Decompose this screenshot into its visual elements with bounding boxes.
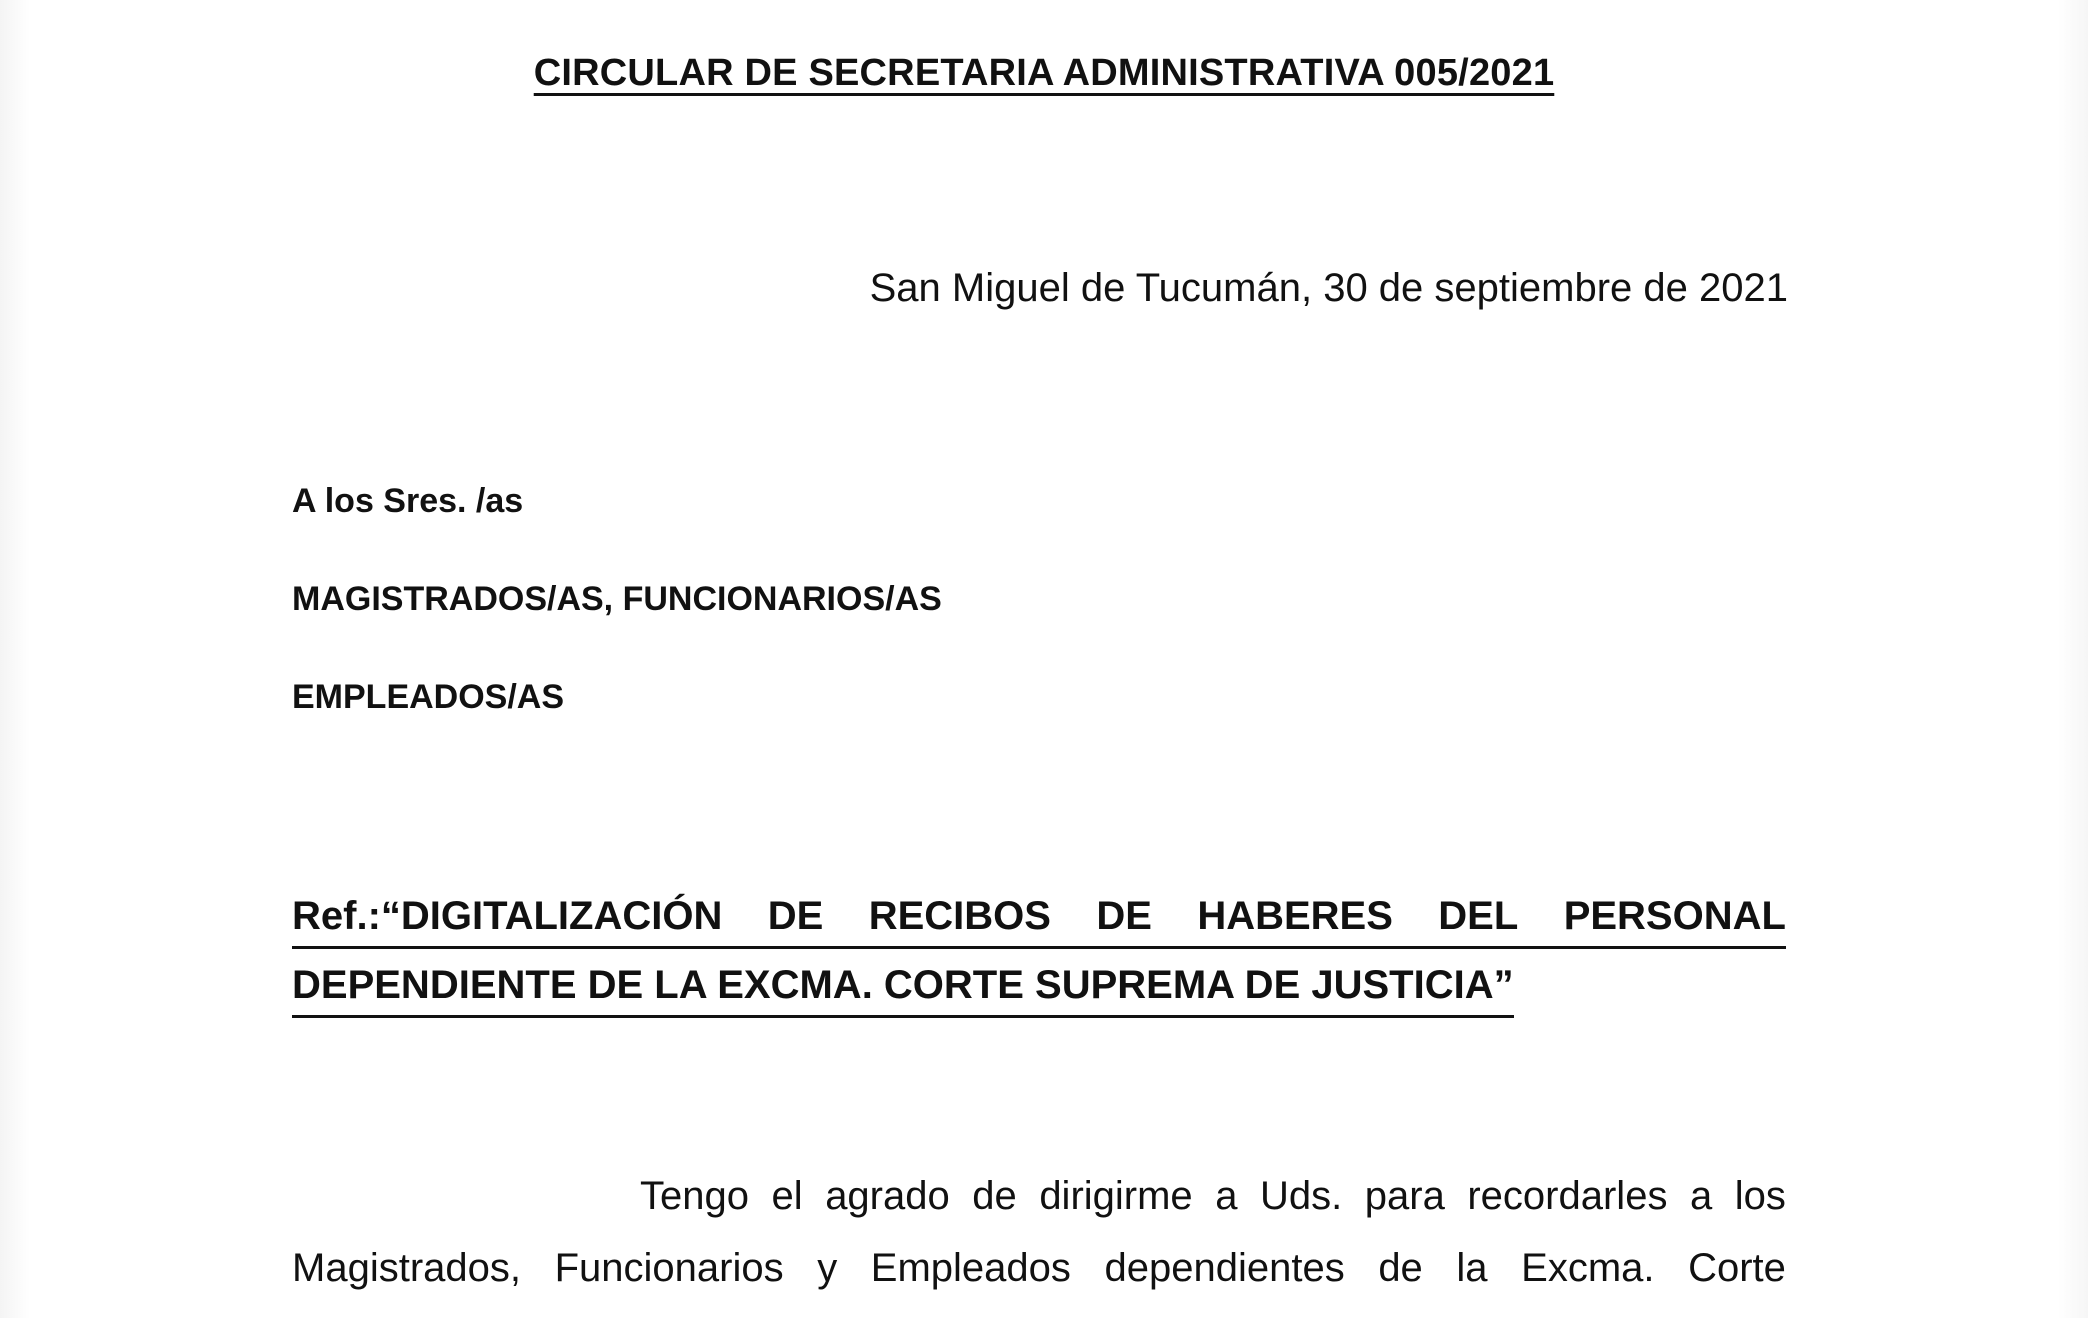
addressee-line-1: A los Sres. /as <box>292 482 524 520</box>
document-title-text: CIRCULAR DE SECRETARIA ADMINISTRATIVA 005/2021 <box>533 52 1555 94</box>
reference-line-2: DEPENDIENTE DE LA EXCMA. CORTE SUPREMA DE JUSTICIA” <box>292 949 1514 1018</box>
body-line-1 <box>292 1160 1786 1232</box>
document-title <box>0 52 2088 95</box>
body-word: Empleados <box>870 1246 1071 1290</box>
reference-line-1 <box>292 880 1786 949</box>
body-word: Magistrados, <box>292 1246 521 1290</box>
body-word: de <box>1378 1246 1423 1290</box>
addressee-line-2: MAGISTRADOS/AS, FUNCIONARIOS/AS <box>292 580 942 618</box>
reference-word: HABERES <box>1197 894 1393 938</box>
reference-word: DE <box>1096 894 1152 938</box>
body-word: Funcionarios <box>554 1246 784 1290</box>
body-word: agrado <box>825 1174 950 1218</box>
date-line: San Miguel de Tucumán, 30 de septiembre de 2021 <box>869 266 1788 310</box>
body-word: para <box>1364 1174 1445 1218</box>
body-word: y <box>817 1246 838 1290</box>
body-line-2 <box>292 1232 1786 1304</box>
body-word: de <box>972 1174 1017 1218</box>
body-word: a <box>1689 1174 1713 1218</box>
body-paragraph <box>292 1160 1786 1304</box>
body-word: Excma. <box>1521 1246 1655 1290</box>
reference-word: Ref.:“DIGITALIZACIÓN <box>292 894 723 938</box>
body-word: los <box>1734 1174 1786 1218</box>
body-word: recordarles <box>1467 1174 1668 1218</box>
body-word: dirigirme <box>1039 1174 1193 1218</box>
body-word: el <box>771 1174 803 1218</box>
reference-block <box>292 880 1786 1021</box>
reference-word: RECIBOS <box>868 894 1051 938</box>
body-word: Tengo <box>640 1174 749 1218</box>
body-word: Corte <box>1688 1246 1786 1290</box>
reference-word: PERSONAL <box>1563 894 1786 938</box>
body-word: la <box>1456 1246 1488 1290</box>
body-word: Uds. <box>1259 1174 1343 1218</box>
body-word: dependientes <box>1104 1246 1345 1290</box>
body-word: a <box>1215 1174 1238 1218</box>
reference-word: DEL <box>1438 894 1519 938</box>
addressee-line-3: EMPLEADOS/AS <box>292 678 565 716</box>
reference-word: DE <box>767 894 824 938</box>
